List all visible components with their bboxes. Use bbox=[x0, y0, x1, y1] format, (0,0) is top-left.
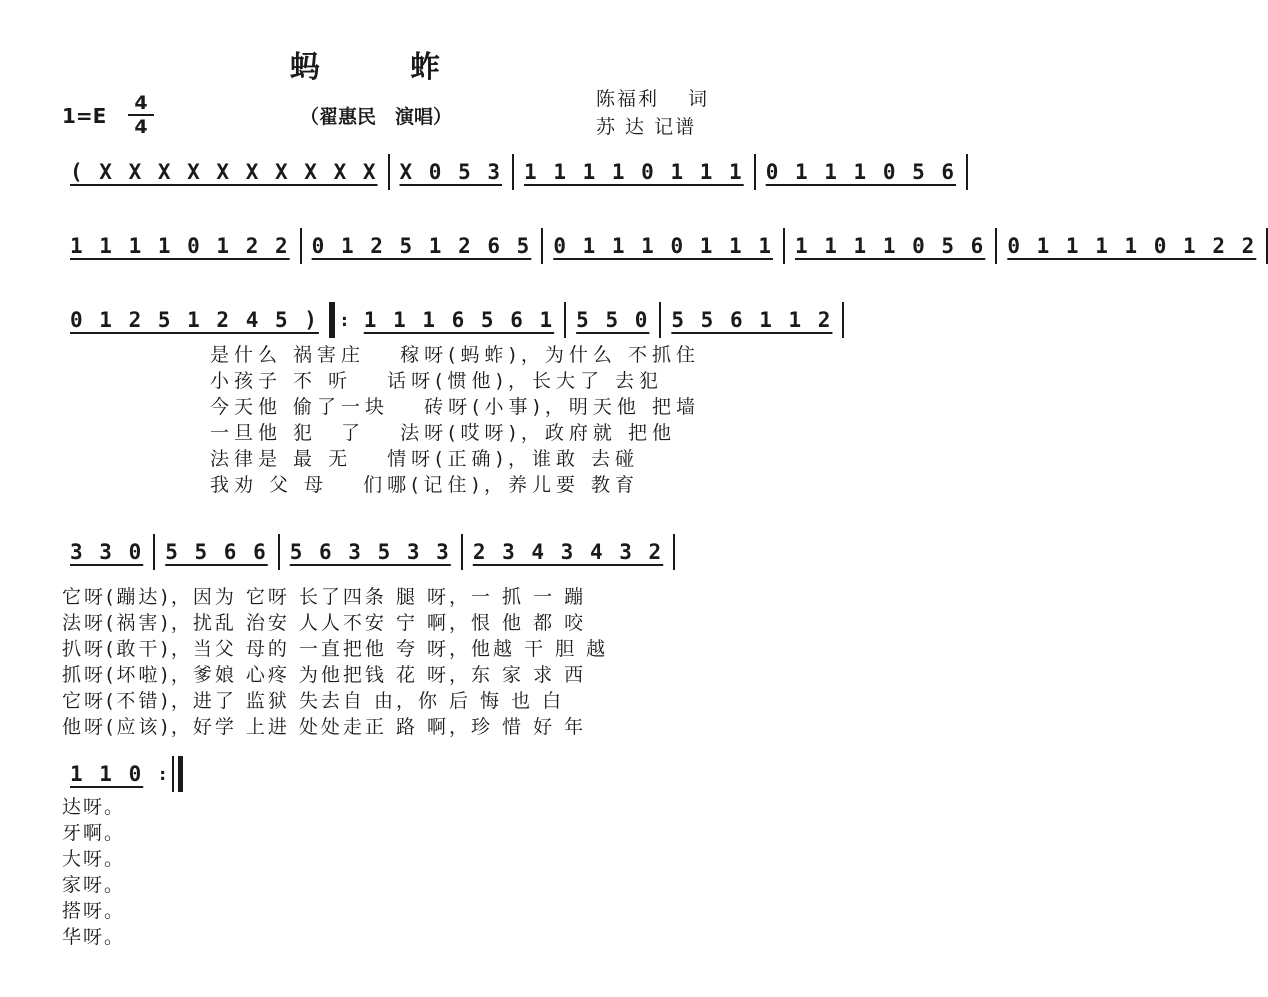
repeat-dots: : bbox=[338, 309, 350, 331]
measure: 0 1 2 5 1 2 6 5 bbox=[311, 234, 532, 258]
lyric-line: 他呀(应该)，好学 上进 处处走正 路 啊，珍 惜 好 年 bbox=[62, 716, 587, 738]
lyric-line: 华呀。 bbox=[62, 926, 126, 948]
time-signature bbox=[128, 92, 154, 138]
staff-line-4 bbox=[60, 534, 714, 570]
lyrics-block-3 bbox=[62, 794, 125, 950]
key-signature: 1=E bbox=[62, 104, 107, 128]
measure: 1 1 0 bbox=[70, 762, 144, 786]
lyric-line: 法呀(祸害)，扰乱 治安 人人不安 宁 啊，恨 他 都 咬 bbox=[62, 612, 587, 634]
measure: 3 3 0 bbox=[70, 540, 144, 564]
lyric-line: 搭呀。 bbox=[62, 900, 126, 922]
time-signature-top: 4 bbox=[134, 92, 148, 114]
measure: 2 3 4 3 4 3 2 bbox=[472, 540, 664, 564]
measure: 0 1 1 1 0 5 6 bbox=[765, 160, 957, 184]
measure: 1 1 1 1 0 1 2 2 bbox=[70, 234, 290, 258]
lyric-line: 牙啊。 bbox=[62, 822, 126, 844]
barline bbox=[966, 154, 968, 190]
song-title: 蚂 蚱 bbox=[289, 50, 481, 85]
repeat-end-barline bbox=[172, 756, 183, 792]
lyric-line: 小孩子 不 听 话呀(惯他)，长大了 去犯 bbox=[210, 370, 663, 392]
performer-credit: （翟惠民 演唱） bbox=[300, 106, 453, 128]
measure: 0 1 2 5 1 2 4 5 ) bbox=[70, 308, 319, 332]
time-signature-bottom: 4 bbox=[128, 114, 154, 138]
barline bbox=[842, 302, 844, 338]
lyric-line: 是什么 祸害庄 稼呀(蚂蚱)，为什么 不抓住 bbox=[210, 344, 700, 366]
staff-line-2 bbox=[60, 228, 1257, 264]
transcriber-credit: 苏 达 记谱 bbox=[596, 116, 697, 138]
staff-line-3 bbox=[60, 302, 833, 338]
measure: 1 1 1 6 5 6 1 bbox=[363, 308, 555, 332]
lyric-line: 它呀(蹦达)，因为 它呀 长了四条 腿 呀，一 抓 一 蹦 bbox=[62, 586, 587, 608]
lyrics-block-2 bbox=[62, 584, 608, 740]
measure: X 0 5 3 bbox=[399, 160, 503, 184]
lyric-line: 大呀。 bbox=[62, 848, 126, 870]
lyricist-credit: 陈福利 词 bbox=[596, 88, 710, 110]
staff-line-5 bbox=[60, 756, 183, 792]
measure: 5 6 3 5 3 3 bbox=[289, 540, 451, 564]
lyric-line: 一旦他 犯 了 法呀(哎呀)，政府就 把他 bbox=[210, 422, 676, 444]
measure: 0 1 1 1 0 1 1 1 bbox=[553, 234, 773, 258]
lyric-line: 我劝 父 母 们哪(记住)，养儿要 教育 bbox=[210, 474, 639, 496]
staff-line-1 bbox=[60, 154, 957, 190]
measure: 0 1 1 1 1 0 1 2 2 bbox=[1007, 234, 1257, 258]
repeat-dots: : bbox=[157, 763, 169, 785]
lyrics-block-1 bbox=[210, 342, 700, 498]
measure: ( X X X X X X X X X X bbox=[70, 160, 378, 184]
measure: 5 5 0 bbox=[576, 308, 650, 332]
measure: 5 5 6 1 1 2 bbox=[671, 308, 833, 332]
lyric-line: 今天他 偷了一块 砖呀(小事)，明天他 把墙 bbox=[210, 396, 700, 418]
lyric-line: 抓呀(坏啦)，爹娘 心疼 为他把钱 花 呀，东 家 求 西 bbox=[62, 664, 587, 686]
lyric-line: 法律是 最 无 情呀(正确)，谁敢 去碰 bbox=[210, 448, 639, 470]
lyric-line: 家呀。 bbox=[62, 874, 126, 896]
lyric-line: 扒呀(敢干)，当父 母的 一直把他 夸 呀，他越 干 胆 越 bbox=[62, 638, 609, 660]
measure: 5 5 6 6 bbox=[165, 540, 268, 564]
measure: 1 1 1 1 0 1 1 1 bbox=[524, 160, 744, 184]
measure: 1 1 1 1 0 5 6 bbox=[794, 234, 986, 258]
barline bbox=[673, 534, 675, 570]
lyric-line: 达呀。 bbox=[62, 796, 126, 818]
lyric-line: 它呀(不错)，进了 监狱 失去自 由，你 后 悔 也 白 bbox=[62, 690, 565, 712]
